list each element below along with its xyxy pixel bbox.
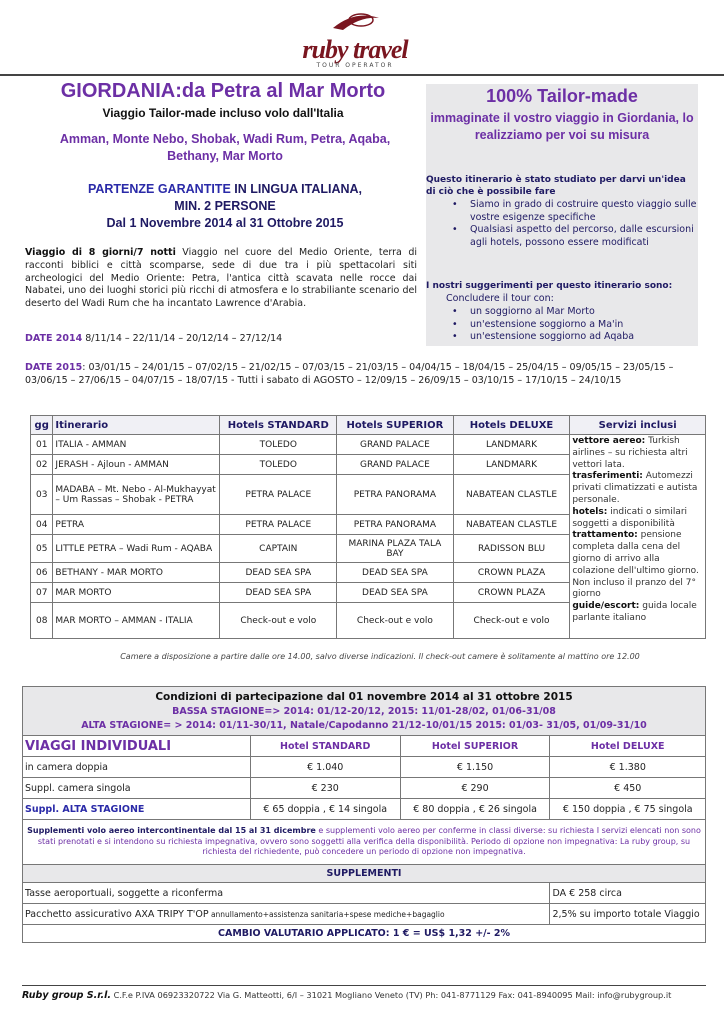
superior-cell: PETRA PANORAMA: [337, 515, 454, 535]
price-label: Suppl. camera singola: [23, 778, 251, 799]
company-logo: [290, 8, 420, 70]
day-cell: 08: [31, 603, 53, 639]
col-gg: gg: [31, 416, 53, 435]
min-persons: MIN. 2 PERSONE: [174, 199, 276, 213]
price-cell: € 1.150: [400, 757, 550, 778]
table-row: [23, 925, 706, 943]
footer: [22, 990, 722, 1001]
suggestions-list: [452, 306, 698, 344]
service-label: trattamento:: [572, 530, 638, 541]
deluxe-cell: LANDMARK: [453, 455, 570, 475]
day-cell: 07: [31, 583, 53, 603]
table-row: [23, 865, 706, 883]
insurance-label: [23, 904, 550, 925]
price-cell: € 290: [400, 778, 550, 799]
table-row: [23, 799, 706, 820]
tailor-made-title: 100% Tailor-made: [486, 86, 638, 106]
dates-2015: [25, 362, 705, 388]
price-cell: € 1.040: [250, 757, 400, 778]
logo-swoosh-icon: [325, 8, 385, 34]
insurance-value: 2,5% su importo totale Viaggio: [550, 904, 706, 925]
superior-cell: Check-out e volo: [337, 603, 454, 639]
itinerary-cell: BETHANY - MAR MORTO: [53, 563, 220, 583]
list-item: • Siamo in grado di costruire questo viaggio sulle vostre esigenze specifiche: [452, 199, 698, 224]
tailor-made-note: Questo itinerario è stato studiato per darvi un'idea di ciò che è possibile fare: [426, 175, 686, 197]
list-item: • un soggiorno al Mar Morto: [452, 306, 698, 319]
conditions-title: Condizioni di partecipazione dal 01 novembre 2014 al 31 ottobre 2015: [155, 690, 573, 703]
dates-2014: [25, 333, 415, 344]
intro-lead: Viaggio di 8 giorni/7 notti: [25, 247, 176, 258]
standard-cell: TOLEDO: [220, 455, 337, 475]
suggestions-lead: Concludere il tour con:: [446, 293, 554, 304]
service-text: Automezzi privati climatizzati e autista personale.: [572, 471, 698, 505]
superior-cell: DEAD SEA SPA: [337, 583, 454, 603]
page-title: GIORDANIA:da Petra al Mar Morto: [60, 80, 386, 102]
taxes-label: Tasse aeroportuali, soggette a riconferma: [23, 883, 550, 904]
exchange-rate: CAMBIO VALUTARIO APPLICATO: 1 € = US$ 1,32 +/- 2%: [23, 925, 706, 943]
deluxe-cell: NABATEAN CLASTLE: [453, 515, 570, 535]
logo-brand: ruby travel: [302, 35, 408, 64]
itinerary-cell: PETRA: [53, 515, 220, 535]
insurance-name: Pacchetto assicurativo AXA TRIPY T'OP: [25, 908, 209, 920]
standard-cell: Check-out e volo: [220, 603, 337, 639]
intro-paragraph: [25, 247, 417, 311]
itinerary-cell: MAR MORTO: [53, 583, 220, 603]
day-cell: 01: [31, 435, 53, 455]
standard-cell: DEAD SEA SPA: [220, 583, 337, 603]
day-cell: 03: [31, 475, 53, 515]
col-services: Servizi inclusi: [570, 416, 706, 435]
deluxe-cell: CROWN PLAZA: [453, 583, 570, 603]
service-text: Turkish airlines – su richiesta altri vettori lata.: [572, 436, 688, 470]
price-label: in camera doppia: [23, 757, 251, 778]
conditions-header: [23, 687, 706, 736]
table-row: [31, 435, 706, 455]
page-subtitle: Viaggio Tailor-made incluso volo dall'Italia: [102, 106, 344, 120]
col-superior: Hotel SUPERIOR: [400, 736, 550, 757]
conditions-table: [22, 686, 706, 943]
table-header-row: [31, 416, 706, 435]
services-cell: [570, 435, 706, 639]
col-deluxe: Hotels DELUXE: [453, 416, 570, 435]
service-text: indicati o similari soggetti a disponibilità: [572, 506, 688, 529]
service-label: guide/escort:: [572, 601, 640, 612]
dates-2014-values: 8/11/14 – 22/11/14 – 20/12/14 – 27/12/14: [82, 333, 283, 344]
table-row: [23, 820, 706, 865]
day-cell: 06: [31, 563, 53, 583]
tailor-made-subtitle: immaginate il vostro viaggio in Giordania, lo realizziamo per voi su misura: [430, 111, 694, 142]
itinerary-cell: JERASH - Ajloun - AMMAN: [53, 455, 220, 475]
superior-cell: DEAD SEA SPA: [337, 563, 454, 583]
list-item: • Qualsiasi aspetto del percorso, dalle escursioni agli hotels, possono essere modificati: [452, 224, 698, 249]
dates-2014-label: DATE 2014: [25, 333, 83, 344]
dates-2015-values: : 03/01/15 – 24/01/15 – 07/02/15 – 21/02/15 – 07/03/15 – 21/03/15 – 04/04/15 – 18/04/15 – 25/04/15 – 09/05/15 – 23/05/15 – 03/06/15 – 27/06/15 – 04/07/15 – 18/07/15 - Tutti i sabato di AGOSTO – 12/09/15 – 26/09/15 – 03/10/15 – 17/10/15 – 24/10/15: [25, 362, 674, 386]
itinerary-cell: MAR MORTO – AMMAN - ITALIA: [53, 603, 220, 639]
service-text: guida locale parlante italiano: [572, 601, 697, 623]
itinerary-cell: ITALIA - AMMAN: [53, 435, 220, 455]
price-cell: € 230: [250, 778, 400, 799]
itinerary-cell: MADABA – Mt. Nebo - Al-Mukhayyat – Um Rassas – Shobak - PETRA: [53, 475, 220, 515]
standard-cell: PETRA PALACE: [220, 515, 337, 535]
table-row: [23, 883, 706, 904]
col-standard: Hotels STANDARD: [220, 416, 337, 435]
conditions-header-row: [23, 687, 706, 736]
price-cell: € 1.380: [550, 757, 706, 778]
validity-period: Dal 1 Novembre 2014 al 31 Ottobre 2015: [106, 216, 344, 230]
suggestions-title: I nostri suggerimenti per questo itinerario sono:: [426, 281, 673, 291]
col-superior: Hotels SUPERIOR: [337, 416, 454, 435]
deluxe-cell: LANDMARK: [453, 435, 570, 455]
table-row: [23, 757, 706, 778]
service-label: trasferimenti:: [572, 471, 643, 482]
supplements-heading: SUPPLEMENTI: [23, 865, 706, 883]
table-row: [23, 904, 706, 925]
price-cell: € 450: [550, 778, 706, 799]
price-cell: € 150 doppia , € 75 singola: [550, 799, 706, 820]
deluxe-cell: NABATEAN CLASTLE: [453, 475, 570, 515]
itinerary-cell: LITTLE PETRA – Wadi Rum - AQABA: [53, 535, 220, 563]
deluxe-cell: RADISSON BLU: [453, 535, 570, 563]
insurance-coverage: annullamento+assistenza sanitaria+spese mediche+bagaglio: [208, 909, 445, 919]
high-season: ALTA STAGIONE= > 2014: 01/11-30/11, Natale/Capodanno 21/12-10/01/15 2015: 01/03- 31/05, 01/09-31/10: [81, 719, 647, 731]
flight-supplements-text: e supplementi volo aereo per conferme in classi diverse: su richiesta I servizi elencati non sono stati prenotati e si intendono su richiesta impegnativa, ovvero sono soggetti alla verifica della disponibilità. Periodo di opzione non impegnativa: La ruby group, su richiesta del richiedente, può concedere un periodo di opzione non impegnativa.: [37, 826, 701, 857]
hotels-table: [30, 415, 706, 639]
standard-cell: TOLEDO: [220, 435, 337, 455]
header-divider: [0, 74, 724, 76]
departures-block: [40, 181, 410, 232]
price-cell: € 80 doppia , € 26 singola: [400, 799, 550, 820]
list-item: • un'estensione soggiorno a Ma'in: [452, 319, 698, 332]
table-row: [23, 778, 706, 799]
superior-cell: GRAND PALACE: [337, 455, 454, 475]
standard-cell: PETRA PALACE: [220, 475, 337, 515]
deluxe-cell: CROWN PLAZA: [453, 563, 570, 583]
dates-2015-label: DATE 2015: [25, 362, 83, 373]
footer-divider: [22, 985, 706, 986]
rooms-note: Camere a disposizione a partire dalle ore 14.00, salvo diverse indicazioni. Il check-out camere è solitamente al mattino ore 12.00: [120, 652, 640, 661]
language-note: IN LINGUA ITALIANA,: [230, 182, 363, 196]
flight-supplements-title: Supplementi volo aereo intercontinentale dal 15 al 31 dicembre: [27, 826, 316, 836]
standard-cell: CAPTAIN: [220, 535, 337, 563]
price-cell: € 65 doppia , € 14 singola: [250, 799, 400, 820]
logo-tagline: TOUR OPERATOR: [316, 62, 394, 69]
service-label: vettore aereo:: [572, 436, 646, 446]
low-season: BASSA STAGIONE=> 2014: 01/12-20/12, 2015: 11/01-28/02, 01/06-31/08: [172, 705, 556, 717]
standard-cell: DEAD SEA SPA: [220, 563, 337, 583]
day-cell: 04: [31, 515, 53, 535]
superior-cell: PETRA PANORAMA: [337, 475, 454, 515]
col-deluxe: Hotel DELUXE: [550, 736, 706, 757]
destinations: Amman, Monte Nebo, Shobak, Wadi Rum, Petra, Aqaba, Bethany, Mar Morto: [59, 132, 391, 163]
superior-cell: GRAND PALACE: [337, 435, 454, 455]
table-row: [23, 736, 706, 757]
tailor-made-list: [452, 199, 698, 249]
individual-trips-label: VIAGGI INDIVIDUALI: [23, 736, 251, 757]
list-item: • un'estensione soggiorno ad Aqaba: [452, 331, 698, 344]
day-cell: 02: [31, 455, 53, 475]
guaranteed-departures: PARTENZE GARANTITE: [87, 182, 231, 196]
service-label: hotels:: [572, 506, 608, 517]
col-standard: Hotel STANDARD: [250, 736, 400, 757]
col-itinerary: Itinerario: [53, 416, 220, 435]
superior-cell: MARINA PLAZA TALA BAY: [337, 535, 454, 563]
deluxe-cell: Check-out e volo: [453, 603, 570, 639]
taxes-value: DA € 258 circa: [550, 883, 706, 904]
service-text: pensione completa dalla cena del giorno di arrivo alla colazione dell'ultimo giorno. Non incluso il pranzo del 7° giorno: [572, 530, 699, 600]
flight-supplements-note: [23, 820, 706, 865]
intro-text: Viaggio nel cuore del Medio Oriente, terra di racconti biblici e città scomparse, sede di due tra i più spettacolari siti archeologici del Medio Oriente: Petra, l'antica città scavata nelle rocce dai Nabatei, uno dei luoghi storici più ricchi di atmosfera e lo strabiliante scenario del deserto del Wadi Rum che ha incantato Lawrence d'Arabia.: [25, 247, 417, 310]
price-label: Suppl. ALTA STAGIONE: [23, 799, 251, 820]
company-name: Ruby group S.r.l.: [22, 990, 111, 1001]
company-info: C.F.e P.IVA 06923320722 Via G. Matteotti, 6/I – 31021 Mogliano Veneto (TV) Ph: 041-8771129 Fax: 041-8940095 Mail: info@rubygroup.it: [111, 990, 672, 1000]
day-cell: 05: [31, 535, 53, 563]
